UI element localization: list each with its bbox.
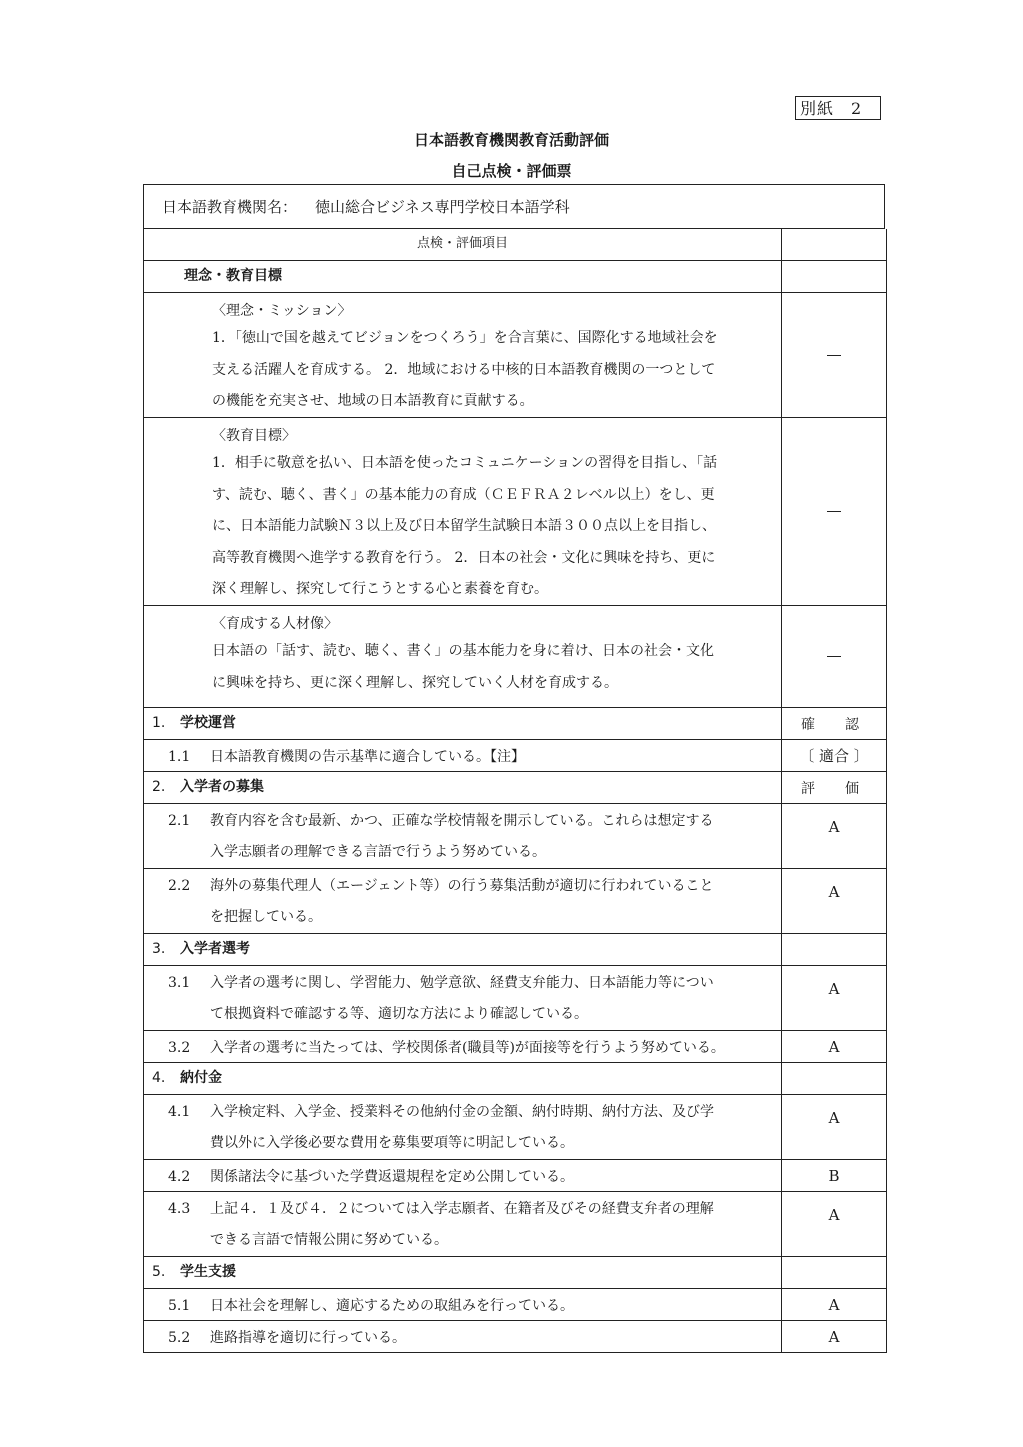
dash-mark — [827, 511, 841, 512]
item-number: 3.2 — [168, 1040, 191, 1056]
section-column-label — [782, 1063, 886, 1094]
item-line: て根拠資料で確認する等、適切な方法により確認している。 — [210, 1006, 588, 1022]
item-text — [210, 871, 781, 931]
section-number: 1. — [152, 715, 166, 731]
evaluation-item-row — [144, 1321, 886, 1353]
evaluation-item — [144, 966, 782, 1030]
philosophy-line: 1．「徳山で国を越えてビジョンをつくろう」を合言葉に、国際化する地域社会を — [212, 330, 718, 346]
item-rating: A — [828, 883, 840, 901]
philosophy-line: 支える活躍人を育成する。 2．地域における中核的日本語教育機関の一つとして — [212, 361, 716, 378]
section-number: 2. — [152, 779, 166, 795]
section-title — [144, 934, 782, 965]
item-rating: A — [828, 1327, 840, 1346]
item-rating: A — [828, 818, 840, 836]
institution-name: 徳山総合ビジネス専門学校日本語学科 — [315, 198, 570, 216]
philosophy-text — [144, 293, 782, 417]
philosophy-rating — [782, 606, 886, 707]
item-line: 入学者の選考に関し、学習能力、勉学意欲、経費支弁能力、日本語能力等につい — [210, 975, 714, 991]
section-column-label — [782, 1257, 886, 1288]
philosophy-heading: 〈育成する人材像〉 — [212, 616, 338, 632]
section-title — [144, 772, 782, 803]
evaluation-item-row — [144, 966, 886, 1031]
item-text — [210, 1033, 781, 1060]
philosophy-rating — [782, 418, 886, 605]
philosophy-heading: 〈教育目標〉 — [212, 428, 296, 444]
philosophy-section-row — [144, 261, 886, 293]
evaluation-item — [144, 1031, 782, 1062]
item-line: 海外の募集代理人（エージェント等）の行う募集活動が適切に行われていること — [210, 878, 714, 894]
item-rating: A — [828, 1295, 840, 1314]
evaluation-item-row — [144, 804, 886, 869]
evaluation-item-row — [144, 1095, 886, 1160]
philosophy-rating — [782, 293, 886, 417]
table-header-rating — [782, 229, 886, 260]
item-line: 関係諸法令に基づいた学費返還規程を定め公開している。 — [210, 1169, 574, 1185]
table-header-label: 点検・評価項目 — [144, 229, 782, 260]
item-line: 入学者の選考に当たっては、学校関係者(職員等)が面接等を行うよう努めている。 — [210, 1040, 725, 1056]
item-text — [210, 1194, 781, 1254]
evaluation-item-row — [144, 1289, 886, 1321]
item-line: 上記４．１及び４．２については入学志願者、在籍者及びその経費支弁者の理解 — [210, 1201, 714, 1217]
philosophy-line: 高等教育機関へ進学する教育を行う。 2．日本の社会・文化に興味を持ち、更に — [212, 549, 716, 566]
section-title — [144, 708, 782, 739]
item-line: 入学検定料、入学金、授業料その他納付金の金額、納付時期、納付方法、及び学 — [210, 1104, 714, 1120]
item-number: 4.1 — [168, 1104, 191, 1120]
section-heading-row — [144, 934, 886, 966]
section-number: 5. — [152, 1264, 166, 1280]
evaluation-item-row — [144, 1160, 886, 1192]
evaluation-item — [144, 1160, 782, 1191]
dash-mark — [827, 355, 841, 356]
evaluation-item — [144, 1321, 782, 1352]
item-line: を把握している。 — [210, 909, 322, 925]
item-number: 5.2 — [168, 1330, 191, 1346]
evaluation-item — [144, 740, 782, 771]
item-text — [210, 1097, 781, 1157]
item-number: 3.1 — [168, 975, 191, 991]
item-number: 1.1 — [168, 749, 191, 765]
item-rating: B — [828, 1166, 840, 1185]
evaluation-item-row — [144, 1031, 886, 1063]
section-number: 3. — [152, 941, 166, 957]
item-line: 入学志願者の理解できる言語で行うよう努めている。 — [210, 844, 546, 860]
attachment-label: 別紙 2 — [795, 96, 881, 120]
evaluation-item-row — [144, 1192, 886, 1257]
item-text — [210, 806, 781, 866]
item-text — [210, 742, 781, 769]
philosophy-block — [144, 418, 886, 606]
item-text — [210, 1162, 781, 1189]
dash-mark — [827, 656, 841, 657]
item-rating: A — [828, 1109, 840, 1127]
section-column-label: 確 認 — [801, 716, 867, 733]
evaluation-item-row — [144, 740, 886, 772]
evaluation-table — [143, 229, 887, 1353]
item-line: 費以外に入学後必要な費用を募集要項等に明記している。 — [210, 1135, 574, 1151]
item-line: 日本社会を理解し、適応するための取組みを行っている。 — [210, 1298, 574, 1314]
philosophy-line: 日本語の「話す、読む、聴く、書く」の基本能力を身に着け、日本の社会・文化 — [212, 643, 715, 659]
section-name: 学生支援 — [180, 1264, 236, 1280]
document-title: 日本語教育機関教育活動評価 — [413, 131, 609, 149]
item-line: 進路指導を適切に行っている。 — [210, 1330, 406, 1346]
institution-label: 日本語教育機関名： — [162, 198, 298, 216]
evaluation-item — [144, 869, 782, 933]
section-heading-row — [144, 1063, 886, 1095]
item-line: 教育内容を含む最新、かつ、正確な学校情報を開示している。これらは想定する — [210, 813, 714, 829]
philosophy-heading: 〈理念・ミッション〉 — [212, 303, 352, 319]
philosophy-line: に興味を持ち、更に深く理解し、探究していく人材を育成する。 — [212, 674, 618, 691]
item-rating: A — [828, 1206, 840, 1224]
philosophy-line: す、読む、聴く、書く」の基本能力の育成（ＣＥＦＲＡ２レベル以上）をし、更 — [212, 486, 715, 503]
section-heading-row — [144, 772, 886, 804]
section-number: 4. — [152, 1070, 166, 1086]
item-rating: A — [828, 1037, 840, 1056]
table-header-row — [144, 229, 886, 261]
item-rating: A — [828, 980, 840, 998]
philosophy-text — [144, 418, 782, 605]
philosophy-line: 1．相手に敬意を払い、日本語を使ったコミュニケーションの習得を目指し、「話 — [212, 455, 718, 471]
philosophy-section-title: 理念・教育目標 — [144, 261, 782, 292]
item-number: 2.1 — [168, 813, 191, 829]
item-text — [210, 1291, 781, 1318]
item-line: できる言語で情報公開に努めている。 — [210, 1232, 448, 1248]
item-number: 4.3 — [168, 1201, 191, 1217]
philosophy-line: 深く理解し、探究して行こうとする心と素養を育む。 — [212, 581, 548, 597]
section-column-label: 評 価 — [801, 780, 867, 797]
philosophy-block — [144, 293, 886, 418]
section-name: 納付金 — [180, 1070, 222, 1086]
institution-row — [143, 184, 885, 229]
section-title — [144, 1063, 782, 1094]
item-text — [210, 968, 781, 1028]
evaluation-item — [144, 1095, 782, 1159]
section-heading-row — [144, 708, 886, 740]
philosophy-block — [144, 606, 886, 708]
philosophy-line: に、日本語能力試験Ｎ３以上及び日本留学生試験日本語３００点以上を目指し、 — [212, 518, 716, 534]
item-text — [210, 1323, 781, 1350]
philosophy-text — [144, 606, 782, 707]
item-number: 4.2 — [168, 1169, 191, 1185]
section-title — [144, 1257, 782, 1288]
document-subtitle: 自己点検・評価票 — [451, 162, 572, 180]
section-name: 入学者選考 — [180, 941, 250, 957]
section-column-label — [782, 934, 886, 965]
item-number: 5.1 — [168, 1298, 191, 1314]
evaluation-item — [144, 1289, 782, 1320]
item-number: 2.2 — [168, 878, 191, 894]
philosophy-line: の機能を充実させ、地域の日本語教育に貢献する。 — [212, 393, 534, 409]
evaluation-item-row — [144, 869, 886, 934]
item-line: 日本語教育機関の告示基準に適合している。【注】 — [210, 749, 525, 765]
section-name: 入学者の募集 — [180, 779, 264, 795]
evaluation-item — [144, 1192, 782, 1256]
section-name: 学校運営 — [180, 715, 236, 731]
section-heading-row — [144, 1257, 886, 1289]
evaluation-item — [144, 804, 782, 868]
item-rating: 〔 適合 〕 — [799, 747, 869, 765]
